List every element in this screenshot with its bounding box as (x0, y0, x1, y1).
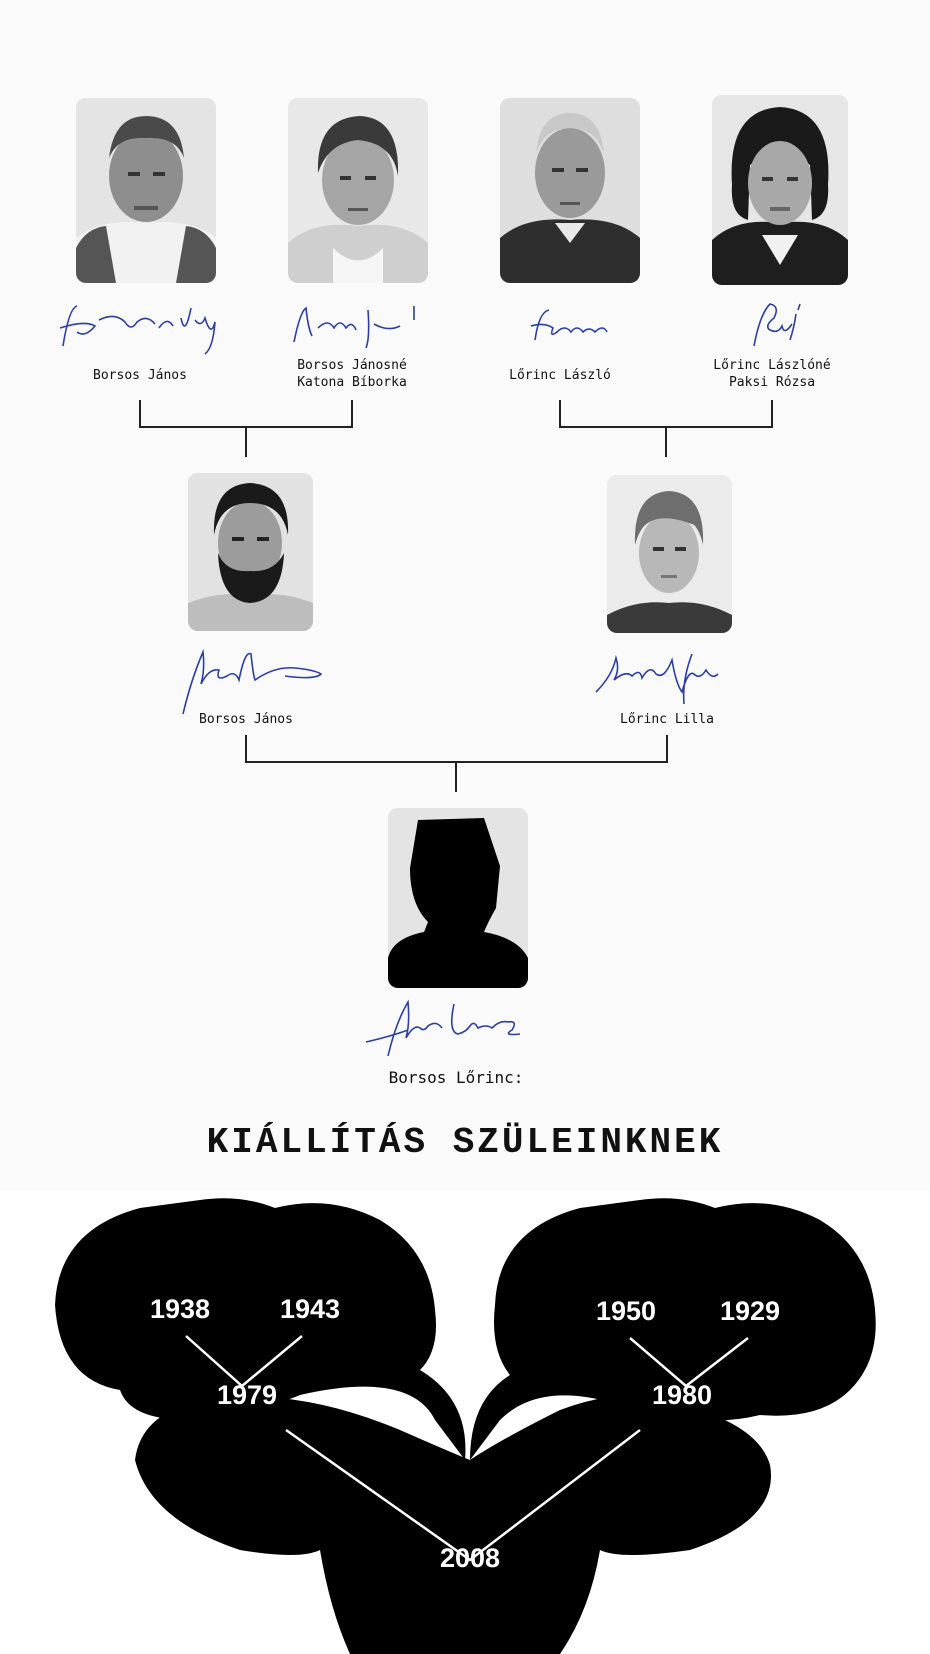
father-photo (188, 473, 313, 631)
child-name: Borsos Lőrinc: (388, 1068, 524, 1087)
father-signature (175, 640, 325, 720)
year-father: 1979 (216, 1380, 278, 1410)
grandfather-paternal-name-line: Borsos János (93, 368, 187, 383)
silhouette-tree (0, 1190, 930, 1654)
years-tree-panel (0, 1190, 930, 1654)
grandfather-maternal-name-line: Lőrinc László (509, 368, 611, 383)
child-silhouette-photo (388, 808, 528, 988)
child-signature (362, 990, 542, 1062)
year-grandfather-maternal: 1950 (595, 1296, 657, 1326)
year-mother: 1980 (651, 1380, 713, 1410)
grandmother-maternal-signature (740, 296, 820, 356)
exhibition-title: KIÁLLÍTÁS SZÜLEINKNEK (206, 1122, 724, 1163)
year-grandmother-paternal: 1943 (279, 1294, 341, 1324)
grandmother-maternal-name-line-1: Lőrinc Lászlóné (713, 358, 831, 373)
grandfather-paternal-name (40, 367, 240, 384)
mother-photo (607, 475, 732, 633)
grandmother-paternal-name (252, 357, 452, 391)
year-grandmother-maternal: 1929 (719, 1296, 781, 1326)
mother-name: Lőrinc Lilla (620, 712, 714, 727)
grandmother-paternal-photo (288, 98, 428, 283)
grandmother-maternal-name (672, 357, 872, 391)
grandmother-paternal-name-line-2: Katona Bíborka (297, 375, 407, 390)
grandmother-maternal-name-line-2: Paksi Rózsa (728, 375, 816, 390)
grandmother-maternal-photo (712, 95, 848, 285)
mother-signature (592, 640, 732, 710)
year-grandfather-paternal: 1938 (149, 1294, 211, 1324)
grandfather-paternal-photo (76, 98, 216, 283)
grandmother-paternal-name-line-1: Borsos Jánosné (297, 358, 407, 373)
grandfather-maternal-photo (500, 98, 640, 283)
grandfather-maternal-signature (525, 302, 625, 352)
grandmother-paternal-signature (288, 298, 428, 358)
grandfather-paternal-signature (55, 298, 230, 358)
father-name: Borsos János (199, 712, 293, 727)
grandfather-maternal-name (460, 367, 660, 384)
year-child: 2008 (439, 1543, 501, 1573)
